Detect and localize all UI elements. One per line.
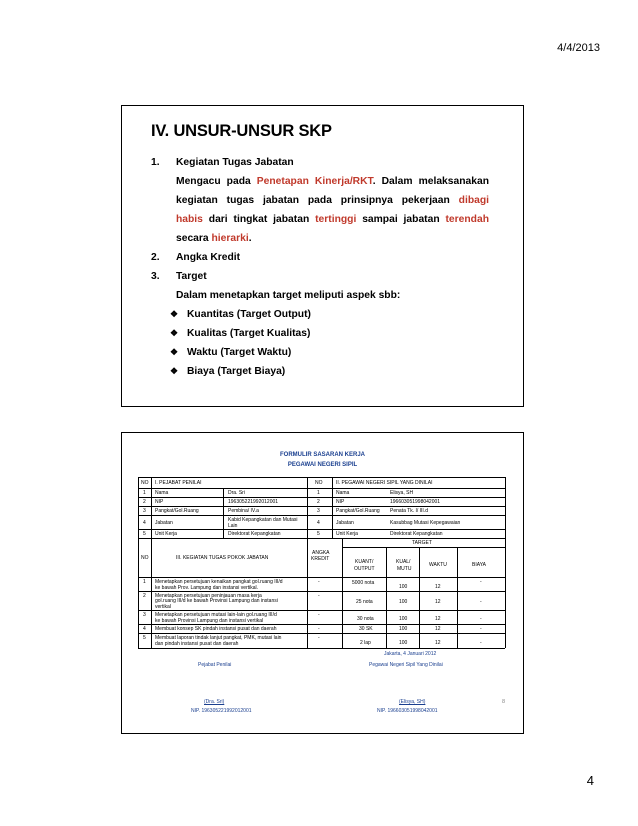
right-signer-name: (Elisya, SH): [399, 699, 426, 705]
task-col-biaya: BIAYA: [472, 562, 486, 568]
cell-value: Direktorat Kepangkatan: [228, 531, 281, 537]
cell-kuant: 2 lap: [360, 640, 371, 646]
cell-kegiatan: Menetapkan persetujuan mutasi lain-lain gol.ruang III/d: [155, 612, 277, 618]
cell-kegiatan: vertikal: [155, 604, 171, 610]
cell-waktu: 12: [435, 599, 441, 605]
cell-biaya: -: [480, 579, 482, 585]
slide-title: IV. UNSUR-UNSUR SKP: [151, 122, 332, 140]
task-col-kual: KUAL/: [396, 559, 411, 565]
diamond-bullet-icon: ❖: [170, 309, 179, 319]
cell-label: Pangkat/Gol.Ruang: [155, 508, 199, 514]
cell-value: 196603051998042001: [390, 499, 441, 505]
item-number-1: 1.: [151, 157, 160, 168]
target-intro: Dalam menetapkan target meliputi aspek sbb:: [176, 290, 401, 301]
cell-no: 1: [143, 579, 146, 585]
paragraph-line-1: Mengacu pada Penetapan Kinerja/RKT. Dalam melaksanakan: [176, 176, 489, 187]
cell-value: Direktorat Kepangkatan: [390, 531, 443, 537]
print-date: 4/4/2013: [557, 42, 600, 54]
cell-label: Pangkat/Gol.Ruang: [336, 508, 380, 514]
cell-no: 5: [143, 635, 146, 641]
cell-kegiatan: Menetapkan persetujuan peninjauan masa kerja: [155, 593, 262, 599]
cell-ak: -: [318, 635, 320, 641]
cell-biaya: -: [480, 626, 482, 632]
cell-ak: -: [318, 579, 320, 585]
cell-label: NIP: [155, 499, 164, 505]
cell-label: Nama: [336, 490, 350, 496]
cell-biaya: -: [480, 599, 482, 605]
bullet-item: ❖ Biaya (Target Biaya): [170, 362, 285, 381]
left-signer-name: (Dra. Sri): [204, 699, 225, 705]
task-col-no: NO: [141, 555, 149, 561]
diamond-bullet-icon: ❖: [170, 328, 179, 338]
paragraph-line-2: kegiatan tugas jabatan pada prinsipnya pekerjaan dibagi: [176, 195, 489, 206]
form-title: FORMULIR SASARAN KERJA: [279, 452, 365, 458]
page-number: 4: [586, 773, 594, 788]
cell-no: 2: [143, 499, 146, 505]
cell-no: 1: [143, 490, 146, 496]
diamond-bullet-icon: ❖: [170, 366, 179, 376]
task-col-kegiatan: III. KEGIATAN TUGAS POKOK JABATAN: [176, 555, 269, 561]
cell-no: 4: [317, 520, 320, 526]
cell-kual: 100: [399, 616, 408, 622]
cell-kuant: 30 nota: [357, 616, 374, 622]
col-pejabat-penilai: I. PEJABAT PENILAI: [155, 480, 202, 486]
cell-value: Kasubbag Mutasi Kepegawaian: [390, 520, 461, 526]
col-no: NO: [141, 480, 149, 486]
cell-kual: 100: [399, 599, 408, 605]
cell-value: Pembina/ IV.a: [228, 508, 259, 514]
cell-kuant: 30 SK: [359, 626, 373, 632]
task-col-kredit: KREDIT: [311, 556, 330, 562]
cell-kegiatan: gol.ruang III/d ke bawah Provinsi Lampung dan instansi: [155, 598, 278, 604]
item-label-angka-kredit: Angka Kredit: [176, 252, 241, 263]
cell-kual: 100: [399, 626, 408, 632]
cell-ak: -: [318, 626, 320, 632]
col-no-2: NO: [315, 480, 323, 486]
cell-value: Dra. Sri: [228, 490, 245, 496]
cell-no: 4: [143, 520, 146, 526]
paragraph-line-3: habis dari tingkat jabatan tertinggi sampai jabatan terendah: [176, 214, 489, 225]
task-col-mutu: MUTU: [397, 566, 412, 572]
cell-label: NIP: [336, 499, 345, 505]
cell-kegiatan: ke bawah Provinsi Lampung dan instansi vertikal: [155, 618, 264, 624]
item-number-2: 2.: [151, 252, 160, 263]
left-signer-nip: NIP. 196305221992012001: [191, 708, 252, 714]
col-pns-dinilai: II. PEGAWAI NEGERI SIPIL YANG DINILAI: [336, 480, 433, 486]
cell-value: Penata Tk. I/ III.d: [390, 508, 428, 514]
cell-waktu: 12: [435, 584, 441, 590]
cell-kuant: 25 nota: [356, 599, 373, 605]
cell-no: 2: [317, 499, 320, 505]
cell-kual: 100: [399, 584, 408, 590]
form-subtitle: PEGAWAI NEGERI SIPIL: [287, 462, 358, 468]
bullet-item: ❖ Waktu (Target Waktu): [170, 343, 291, 362]
cell-no: 3: [317, 508, 320, 514]
cell-ak: -: [318, 593, 320, 599]
cell-value: 196305221992012001: [228, 499, 279, 505]
cell-waktu: 12: [435, 640, 441, 646]
bullet-item: ❖ Kualitas (Target Kualitas): [170, 324, 310, 343]
cell-label: Jabatan: [155, 520, 173, 526]
cell-no: 3: [143, 612, 146, 618]
cell-label: Unit Kerja: [336, 531, 358, 537]
cell-kual: 100: [399, 640, 408, 646]
cell-kegiatan: Menetapkan persetujuan kenaikan pangkat gol.ruang III/d: [155, 579, 283, 585]
right-signer-nip: NIP. 196603051998042001: [377, 708, 438, 714]
slide-unsur-skp: [121, 105, 524, 407]
cell-ak: -: [318, 612, 320, 618]
task-col-target: TARGET: [412, 540, 432, 546]
cell-no: 5: [143, 531, 146, 537]
cell-no: 5: [317, 531, 320, 537]
cell-no: 4: [143, 626, 146, 632]
cell-waktu: 12: [435, 616, 441, 622]
cell-no: 3: [143, 508, 146, 514]
slide-number: 8: [501, 699, 505, 705]
cell-value: Elisya, SH: [390, 490, 414, 496]
cell-waktu: 12: [435, 626, 441, 632]
cell-no: 2: [143, 593, 146, 599]
cell-label: Unit Kerja: [155, 531, 177, 537]
right-role: Pegawai Negeri Sipil Yang Dinilai: [369, 662, 443, 668]
bullet-item: ❖ Kuantitas (Target Output): [170, 305, 311, 324]
diamond-bullet-icon: ❖: [170, 347, 179, 357]
cell-label: Nama: [155, 490, 169, 496]
cell-kegiatan: dan pindah instansi pusat dan daerah: [155, 641, 239, 647]
cell-biaya: -: [480, 616, 482, 622]
paragraph-line-4: secara hierarki.: [176, 233, 252, 244]
left-role: Pejabat Penilai: [198, 662, 232, 668]
signature-date: Jakarta, 4 Januari 2012: [384, 651, 437, 657]
task-col-kuant: KUANT/: [355, 559, 374, 565]
slide-formulir-skp: [121, 432, 524, 734]
cell-label: Jabatan: [336, 520, 354, 526]
cell-value: Kabid Kepangkatan dan Mutasi Lain: [228, 517, 298, 529]
cell-kegiatan: ke bawah Prov. Lampung dan instansi vertikal.: [155, 585, 259, 591]
cell-biaya: -: [480, 640, 482, 646]
cell-kuant: 5000 nota: [352, 580, 375, 586]
item-label-kegiatan: Kegiatan Tugas Jabatan: [176, 157, 294, 168]
task-col-angka: ANGKA: [312, 550, 330, 556]
cell-no: 1: [317, 490, 320, 496]
task-col-waktu: WAKTU: [429, 562, 447, 568]
task-col-output: OUTPUT: [354, 566, 375, 572]
cell-kegiatan: Membuat laporan tindak lanjut pangkat, PMK, mutasi lain: [155, 635, 282, 641]
item-label-target: Target: [176, 271, 207, 282]
item-number-3: 3.: [151, 271, 160, 282]
cell-kegiatan: Membuat konsep SK pindah instansi pusat dan daerah: [155, 626, 277, 632]
